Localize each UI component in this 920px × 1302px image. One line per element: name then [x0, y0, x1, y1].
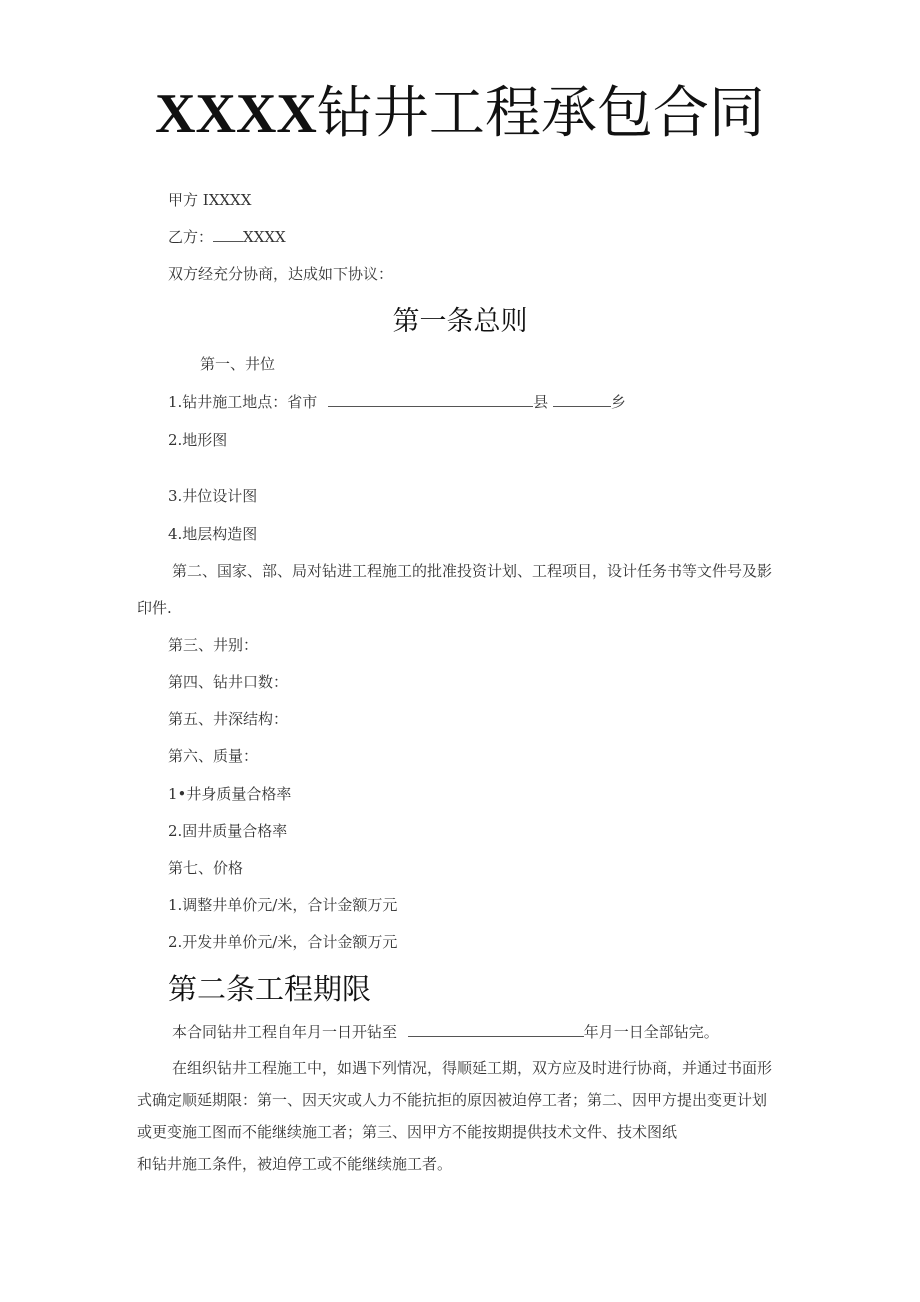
section-4-well-count: 第四、钻井口数： — [168, 673, 289, 691]
item-well-design-map: 3.井位设计图 — [168, 487, 258, 505]
item-stratum-map: 4.地层构造图 — [168, 525, 258, 543]
county-label: 县 — [533, 393, 549, 411]
item-drilling-site — [168, 392, 626, 412]
title-party-name: XXXX — [155, 83, 317, 145]
party-b — [168, 227, 286, 247]
article-1-heading: 第一条总则 — [392, 306, 528, 337]
section-5-well-depth: 第五、井深结构： — [168, 710, 289, 728]
quality-item-2: 2.固井质量合格率 — [168, 822, 288, 840]
item-drilling-site-label: 1.钻井施工地点：省市 — [168, 393, 318, 411]
party-b-value: XXXX — [243, 228, 286, 246]
section-6-quality: 第六、质量： — [168, 747, 259, 765]
price-item-1: 1.调整井单价元/米，合计金额万元 — [168, 896, 398, 914]
party-b-label: 乙方： — [168, 228, 214, 246]
extension-paragraph — [137, 1058, 787, 1186]
section-1-well-location: 第一、井位 — [200, 355, 276, 373]
item-topographic-map: 2.地形图 — [168, 431, 228, 449]
section-3-well-type: 第三、井别： — [168, 636, 259, 654]
extension-line-2: 式确定顺延期限：第一、因天灾或人力不能抗拒的原因被迫停工者；第二、因甲方提出变更计划 — [137, 1091, 768, 1109]
intro-text: 双方经充分协商，达成如下协议： — [168, 265, 394, 283]
period-line — [172, 1022, 719, 1042]
article-2-heading: 第二条工程期限 — [168, 972, 372, 1006]
party-a: 甲方 IXXXX — [168, 191, 252, 209]
extension-line-3: 或更变施工图而不能继续施工者；第三、因甲方不能按期提供技术文件、技术图纸 — [137, 1123, 678, 1141]
title-text: 钻井工程承包合同 — [316, 81, 765, 146]
extension-line-4: 和钻井施工条件，被迫停工或不能继续施工者。 — [137, 1155, 453, 1173]
party-b-blank — [213, 227, 243, 242]
town-label: 乡 — [610, 393, 626, 411]
period-blank — [408, 1022, 584, 1037]
section-2-line-1: 第二、国家、部、局对钻进工程施工的批准投资计划、工程项目，设计任务书等文件号及影 — [172, 562, 773, 580]
period-start: 本合同钻井工程自年月一日开钻至 — [172, 1023, 398, 1041]
price-item-2: 2.开发井单价元/米，合计金额万元 — [168, 933, 398, 951]
city-blank — [328, 392, 533, 407]
section-7-price: 第七、价格 — [168, 859, 244, 877]
extension-line-1: 在组织钻井工程施工中，如遇下列情况，得顺延工期，双方应及时进行协商，并通过书面形 — [172, 1059, 773, 1077]
period-end: 年月一日全部钻完。 — [583, 1023, 719, 1041]
county-blank — [553, 392, 611, 407]
document-title — [0, 78, 920, 150]
quality-item-1: 1•井身质量合格率 — [168, 785, 292, 803]
section-2-line-2: 印件. — [137, 599, 172, 617]
